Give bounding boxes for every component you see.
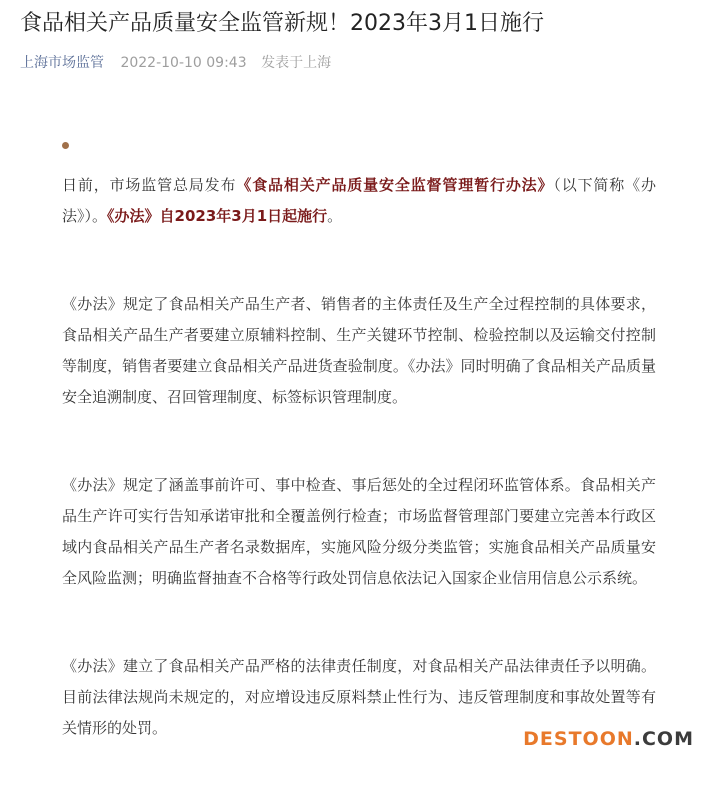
decorative-dot-icon	[62, 142, 69, 149]
paragraph-1-text-e: 。	[327, 207, 343, 225]
article-title: 食品相关产品质量安全监管新规！2023年3月1日施行	[20, 11, 544, 36]
paragraph-1	[62, 170, 656, 232]
account-name-link[interactable]: 上海市场监管	[20, 55, 104, 71]
site-watermark	[523, 728, 694, 750]
paragraph-1-text-a: 日前，市场监管总局发布	[62, 176, 237, 194]
publish-location: 发表于上海	[261, 55, 332, 71]
article-meta	[20, 52, 341, 74]
paragraph-2: 《办法》规定了食品相关产品生产者、销售者的主体责任及生产全过程控制的具体要求，食品相关产品生产者要建立原辅料控制、生产关键环节控制、检验控制以及运输交付控制等制度，销售者要建立食品相关产品进货查验制度。《办法》同时明确了食品相关产品质量安全追溯制度、召回管理制度、标签标识管理制度。	[62, 295, 656, 406]
watermark-main: DESTOON	[523, 728, 634, 750]
regulation-name-highlight: 《食品相关产品质量安全监督管理暂行办法》	[236, 176, 554, 194]
publish-time: 2022-10-10 09:43	[120, 55, 247, 71]
article-body	[62, 170, 656, 801]
paragraph-3: 《办法》规定了涵盖事前许可、事中检查、事后惩处的全过程闭环监管体系。食品相关产品生产许可实行告知承诺审批和全覆盖例行检查；市场监督管理部门要建立完善本行政区域内食品相关产品生产者名录数据库，实施风险分级分类监管；实施食品相关产品质量安全风险监测；明确监督抽查不合格等行政处罚信息依法记入国家企业信用信息公示系统。	[62, 476, 656, 587]
effective-date-highlight: 《办法》自2023年3月1日起施行	[107, 207, 328, 225]
watermark-suffix: .COM	[633, 728, 694, 750]
paragraph-4: 《办法》建立了食品相关产品严格的法律责任制度，对食品相关产品法律责任予以明确。目前法律法规尚未规定的，对应增设违反原料禁止性行为、违反管理制度和事故处置等有关情形的处罚。	[62, 657, 656, 737]
paragraph-1-text-c: （以下简称《办法》）。	[62, 176, 656, 225]
